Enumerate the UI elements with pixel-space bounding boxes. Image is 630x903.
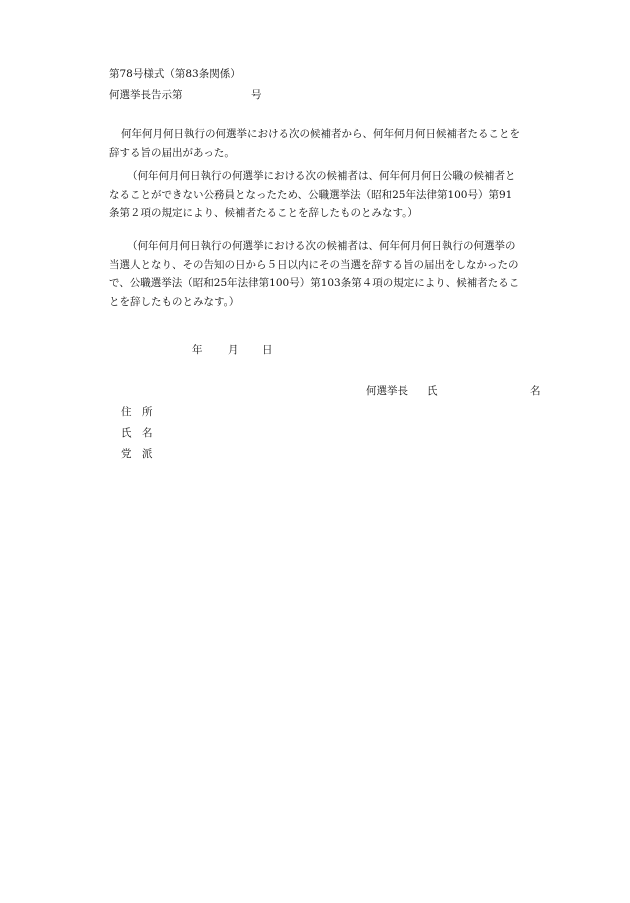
field-party-label: 党 派 [121,448,153,460]
signature-name-label: 氏 [427,385,438,397]
note-paragraph-1: （何年何月何日執行の何選挙における次の候補者は、何年何月何日公職の候補者となることができない公務員となったため、公職選挙法（昭和25年法律第100号）第91条第２項の規定により、候補者たることを辞したものとみなす。） [109,170,516,219]
field-address-label: 住 所 [121,406,153,418]
notice-number [109,88,262,102]
date-day: 日 [262,344,273,356]
signature-title: 何選挙長 [366,385,408,397]
signature-name-suffix: 名 [530,385,541,397]
notice-number-label: 何選挙長告示第 [109,89,183,101]
form-number: 第78号様式（第83条関係） [109,68,241,80]
main-paragraph: 何年何月何日執行の何選挙における次の候補者から、何年何月何日候補者たることを辞する旨の届出があった。 [109,128,520,159]
field-name-label: 氏 名 [121,427,153,439]
note-paragraph-2: （何年何月何日執行の何選挙における次の候補者は、何年何月何日執行の何選挙の当選人となり、その告知の日から５日以内にその当選を辞する旨の届出をしなかったので、公職選挙法（昭和25年法律第100号）第103条第４項の規定により、候補者たることを辞したものとみなす。） [109,240,520,308]
date-year: 年 [192,344,203,356]
notice-number-suffix: 号 [251,89,262,101]
date-month: 月 [228,344,239,356]
